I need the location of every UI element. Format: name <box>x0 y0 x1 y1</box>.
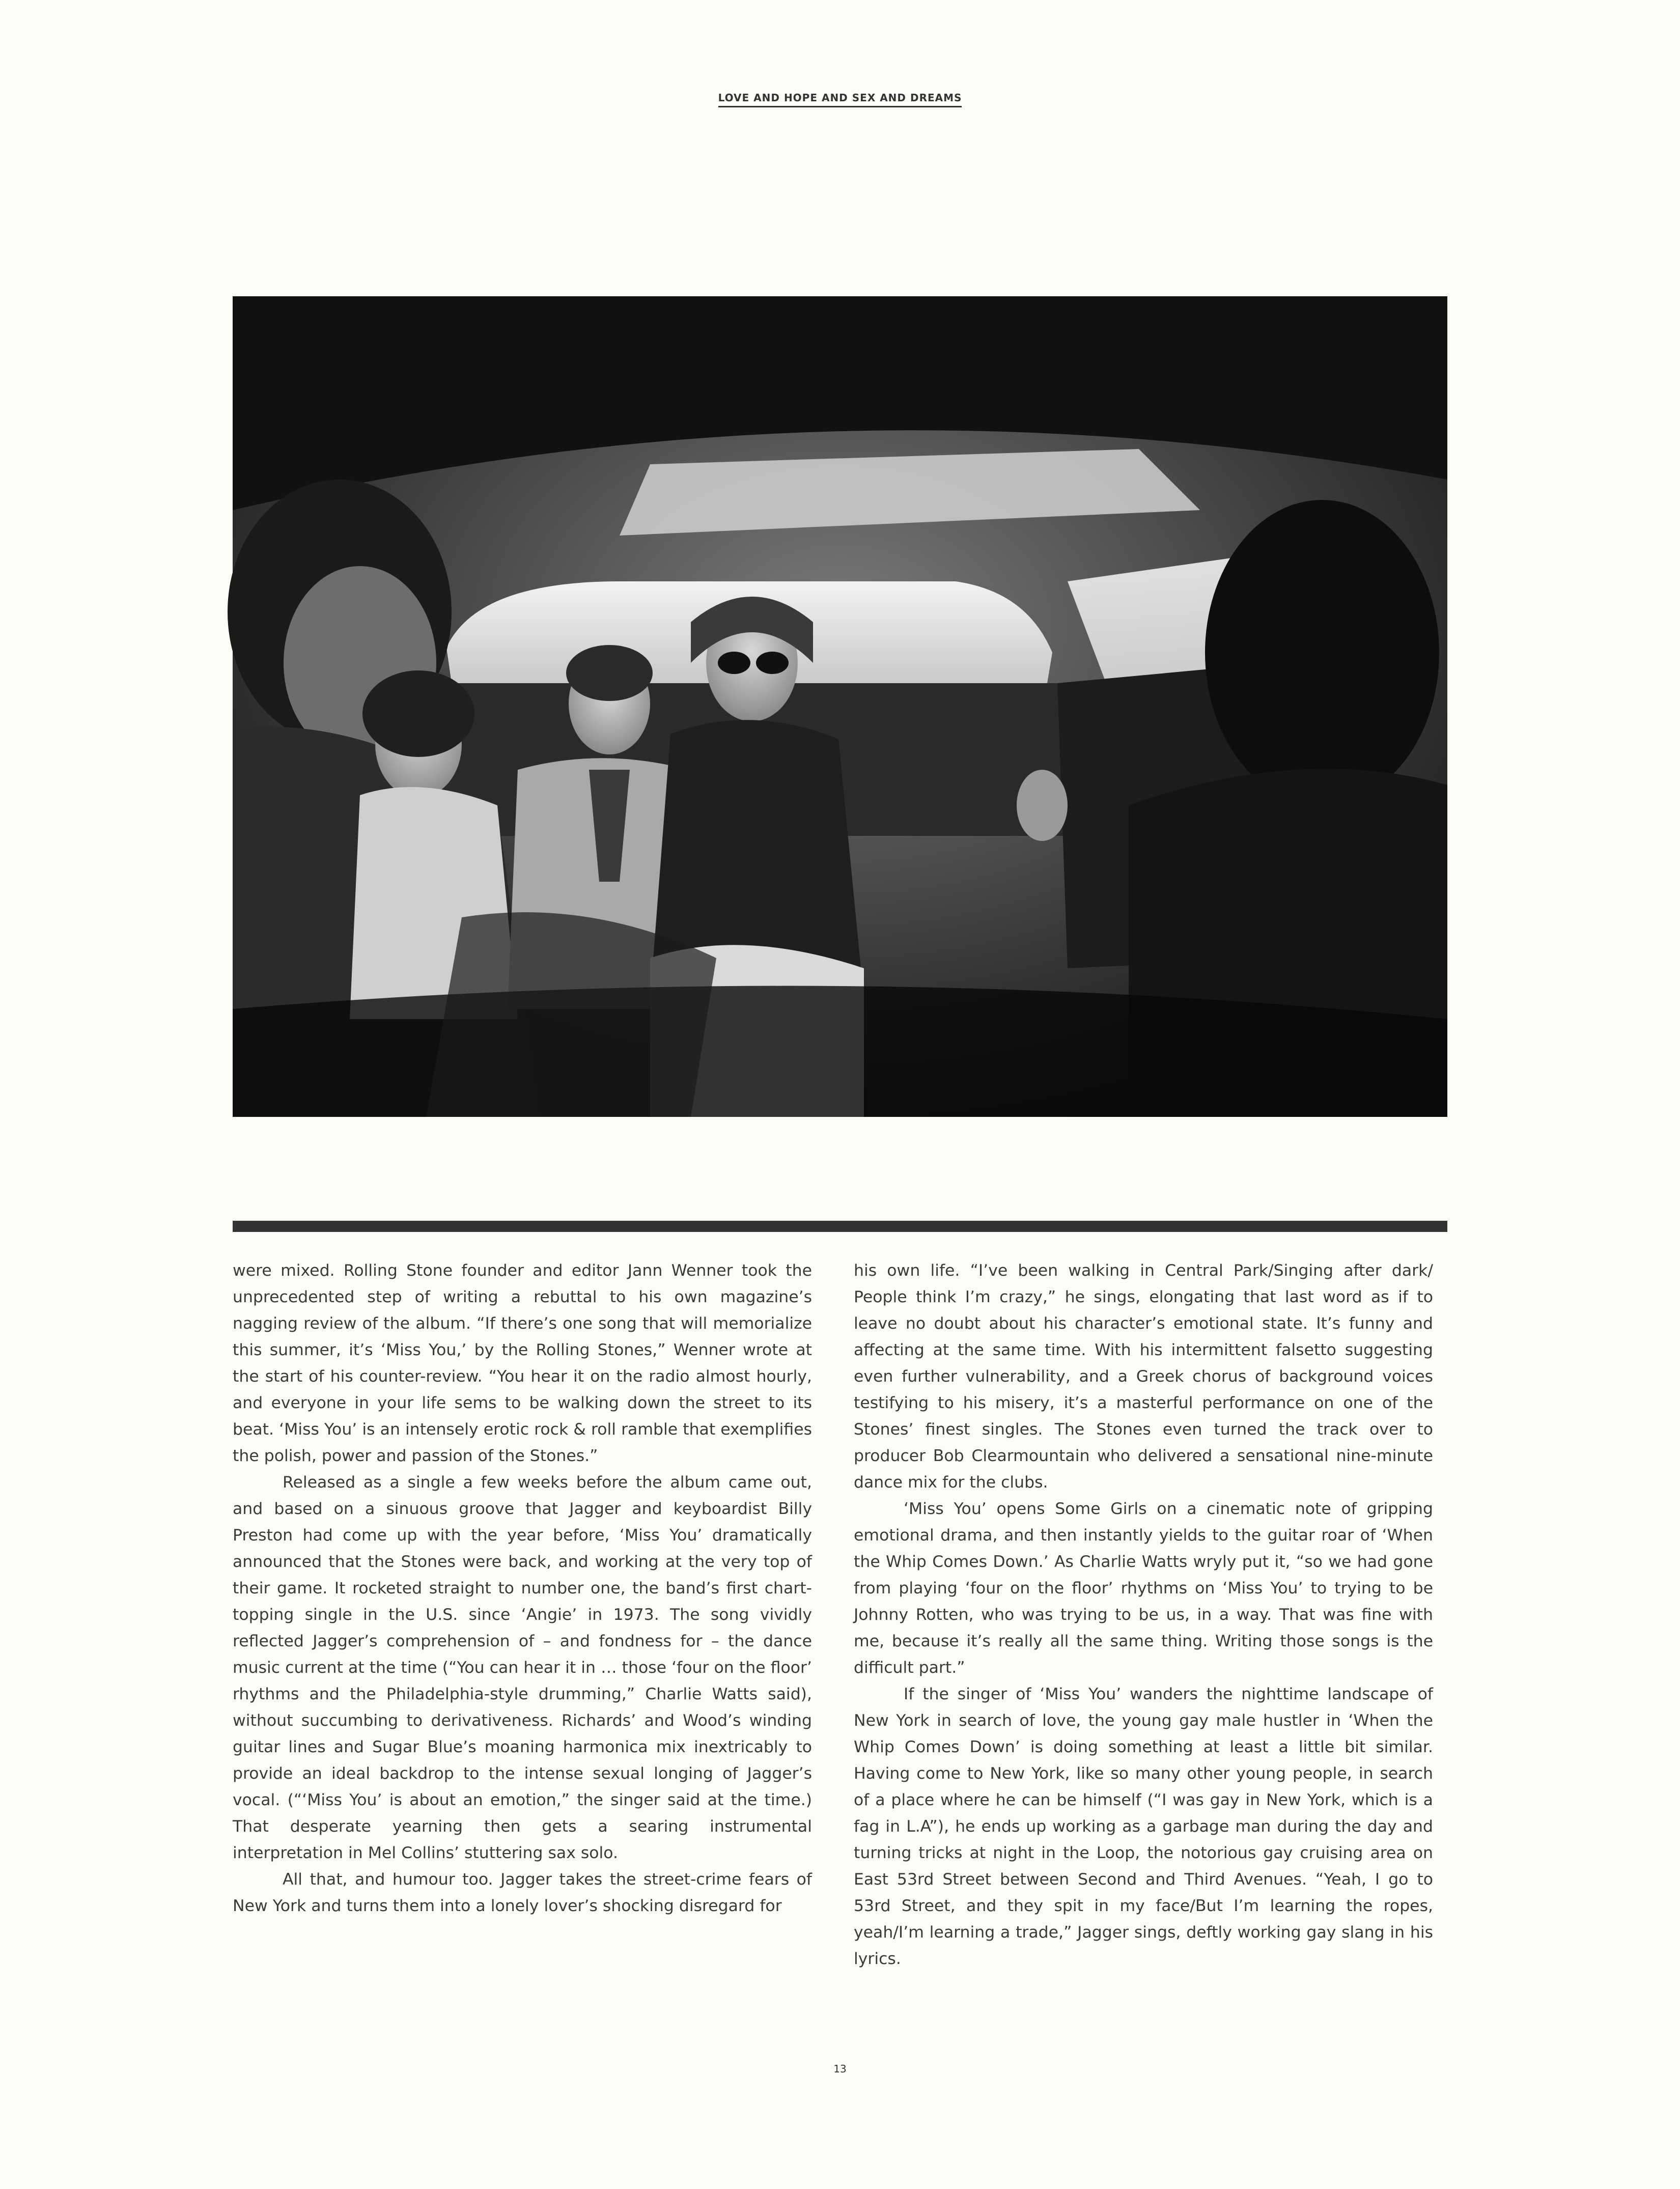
body-paragraph: If the singer of ‘Miss You’ wanders the nighttime landscape of New York in search of love, the young gay male hustler in ‘When the Whip Comes Down’ is doing something at least a little bit similar. Having come to New York, like so many other young people, in search of a place where he can be himself (“I was gay in New York, which is a fag in L.A”), he ends up working as a garbage man during the day and turning tricks at night in the Loop, the notorious gay cruising area on East 53rd Street between Second and Third Avenues. “Yeah, I go to 53rd Street, and they spit in my face/But I’m learning the ropes, yeah/I’m learning a trade,” Jagger sings, deftly working gay slang in his lyrics. <box>854 1685 1433 1968</box>
body-paragraph: All that, and humour too. Jagger takes the street-crime fears of New York and turns them into a lonely lover’s shocking disregard for <box>233 1870 812 1915</box>
section-divider <box>233 1221 1447 1232</box>
photograph <box>233 296 1447 1117</box>
body-column-left <box>233 1257 812 1929</box>
photograph-icon <box>233 296 1447 1117</box>
body-paragraph: Released as a single a few weeks before the album came out, and based on a sinuous groove that Jagger and keyboardist Billy Preston had come up with the year before, ‘Miss You’ dramatically announced that the Stones were back, and working at the very top of their game. It rocketed straight to number one, the band’s first chart-topping single in the U.S. since ‘Angie’ in 1973. The song vividly reflected Jagger’s comprehension of – and fondness for – the dance music current at the time (“You can hear it in … those ‘four on the floor’ rhythms and the Philadelphia-style drumming,” Charlie Watts said), without succumbing to derivativeness. Richards’ and Wood’s winding guitar lines and Sugar Blue’s moaning harmonica mix inextricably to provide an ideal backdrop to the intense sexual longing of Jagger’s vocal. (“‘Miss You’ is about an emotion,” the singer said at the time.) That desperate yearning then gets a searing instrumental interpretation in Mel Collins’ stuttering sax solo. <box>233 1473 812 1862</box>
body-paragraph: were mixed. Rolling Stone founder and editor Jann Wenner took the unprecedented step of writing a rebuttal to his own magazine’s nagging review of the album. “If there’s one song that will memorialize this summer, it’s ‘Miss You,’ by the Rolling Stones,” Wenner wrote at the start of his counter-review. “You hear it on the radio almost hourly, and everyone in your life sems to be walking down the street to its beat. ‘Miss You’ is an intensely erotic rock & roll ramble that exemplifies the polish, power and passion of the Stones.” <box>233 1261 812 1465</box>
body-paragraph: his own life. “I’ve been walking in Central Park/Singing after dark/ People think I’m crazy,” he sings, elongating that last word as if to leave no doubt about his character’s emotional state. It’s funny and affecting at the same time. With his intermittent falsetto suggesting even further vulnerability, and a Greek chorus of background voices testifying to his misery, it’s a masterful performance on one of the Stones’ finest singles. The Stones even turned the track over to producer Bob Clearmountain who delivered a sensational nine-minute dance mix for the clubs. <box>854 1261 1433 1492</box>
page-number: 13 <box>833 2063 847 2075</box>
running-head-text: LOVE AND HOPE AND SEX AND DREAMS <box>718 92 962 107</box>
body-column-right <box>854 1257 1433 1968</box>
running-head <box>0 92 1680 107</box>
body-paragraph: ‘Miss You’ opens Some Girls on a cinematic note of gripping emotional drama, and then instantly yields to the guitar roar of ‘When the Whip Comes Down.’ As Charlie Watts wryly put it, “so we had gone from playing ‘four on the floor’ rhythms on ‘Miss You’ to trying to be Johnny Rotten, who was trying to be us, in a way. That was fine with me, because it’s really all the same thing. Writing those songs is the difficult part.” <box>854 1500 1433 1677</box>
